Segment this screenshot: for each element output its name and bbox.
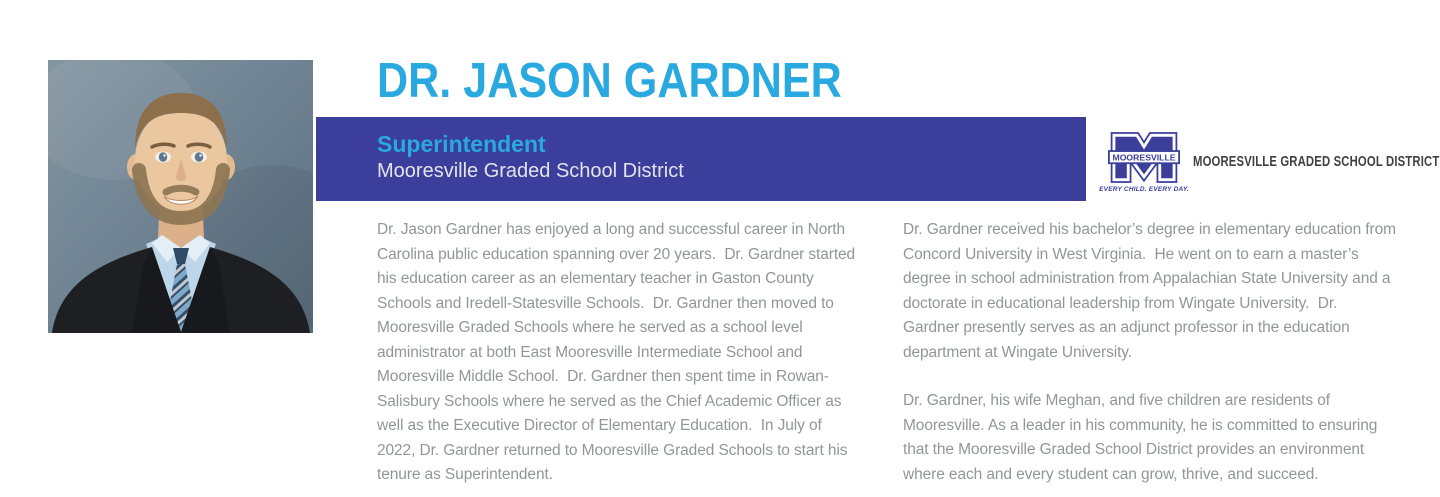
portrait-photo [48, 60, 313, 333]
logo-tagline: EVERY CHILD. EVERY DAY. [1099, 186, 1189, 193]
page-title-text: DR. JASON GARDNER [377, 54, 842, 108]
role-banner [316, 117, 1086, 201]
organization-label: Mooresville Graded School District [377, 160, 684, 182]
portrait-illustration [48, 60, 313, 333]
district-name-label: MOORESVILLE GRADED SCHOOL DISTRICT [1193, 154, 1440, 170]
district-logo-block [1099, 131, 1440, 193]
role-label: Superintendent [377, 131, 546, 157]
bio-paragraph: Dr. Jason Gardner has enjoyed a long and successful career in North Carolina public education spanning over 20 years. Dr. Gardner started his education career as an elementary teacher in Gaston County Schools and Iredell-Statesville Schools. Dr. Gardner then moved to Mooresville Graded Schools where he served as a school level administrator at both East Mooresville Intermediate School and Mooresville Middle School. Dr. Gardner then spent time in Rowan-Salisbury Schools where he served as the Chief Academic Officer as well as the Executive Director of Elementary Education. In July of 2022, Dr. Gardner returned to Mooresville Graded Schools to start his tenure as Superintendent. [377, 221, 856, 483]
bio-column-right [903, 218, 1397, 487]
page-title [377, 53, 905, 109]
logo-banner-text: MOORESVILLE [1112, 152, 1176, 163]
district-logo [1099, 131, 1189, 193]
bio-column-left [377, 218, 864, 488]
block-m-logo-icon [1108, 131, 1180, 184]
bio-paragraph: Dr. Gardner received his bachelor’s degree in elementary education from Concord University in West Virginia. He went on to earn a master’s degree in school administration from Appalachian State University and a doctorate in educational leadership from Wingate University. Dr. Gardner presently serves as an adjunct professor in the education department at Wingate University. [903, 221, 1396, 361]
bio-paragraph: Dr. Gardner, his wife Meghan, and five children are residents of Mooresville. As a leader in his community, he is committed to ensuring that the Mooresville Graded School District provides an environment where each and every student can grow, thrive, and succeed. [903, 392, 1378, 483]
